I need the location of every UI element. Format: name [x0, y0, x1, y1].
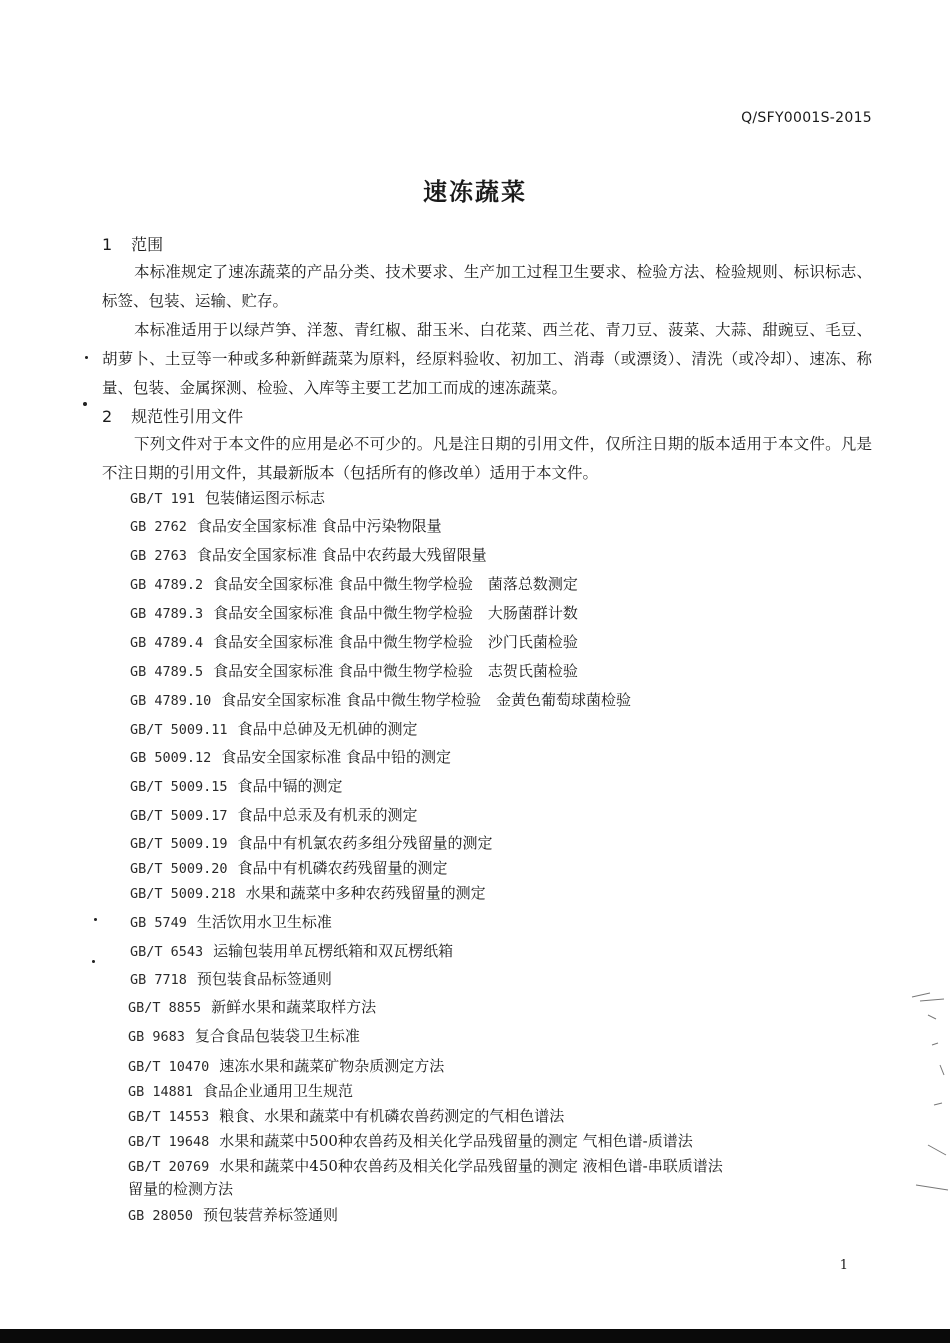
reference-title: 食品安全国家标准 食品中铅的测定 [221, 748, 452, 766]
reference-code: GB/T 5009.11 [130, 722, 228, 738]
reference-code: GB/T 5009.20 [130, 861, 228, 877]
reference-title: 包装储运图示标志 [205, 489, 326, 507]
reference-item [130, 515, 442, 538]
reference-item [130, 718, 418, 741]
reference-item [130, 746, 451, 769]
scan-speck [85, 356, 88, 359]
reference-title: 预包装营养标签通则 [203, 1206, 339, 1224]
reference-item [130, 968, 332, 991]
reference-title: 复合食品包装袋卫生标准 [194, 1027, 360, 1045]
reference-item [130, 544, 487, 567]
scan-noise-marks [910, 985, 950, 1205]
reference-code: GB/T 191 [130, 491, 196, 507]
page-title: 速冻蔬菜 [423, 178, 527, 206]
reference-code: GB 4789.4 [130, 635, 204, 651]
reference-title: 水果和蔬菜中多种农药残留量的测定 [245, 884, 486, 902]
reference-title: 生活饮用水卫生标准 [196, 913, 332, 931]
reference-title: 食品中镉的测定 [237, 777, 343, 795]
reference-code: GB/T 6543 [130, 944, 204, 960]
reference-title: 水果和蔬菜中500种农兽药及相关化学品残留量的测定 气相色谱-质谱法 [219, 1132, 693, 1150]
reference-title: 食品中有机氯农药多组分残留量的测定 [237, 834, 493, 852]
scan-speck [83, 402, 87, 406]
reference-item [130, 660, 578, 683]
reference-code: GB 28050 [128, 1208, 194, 1224]
reference-title: 食品安全国家标准 食品中微生物学检验 金黄色葡萄球菌检验 [221, 691, 632, 709]
reference-item [128, 1130, 693, 1153]
scope-paragraph-2: 本标准适用于以绿芦笋、洋葱、青红椒、甜玉米、白花菜、西兰花、青刀豆、菠菜、大蒜、甜豌豆、毛豆、胡萝卜、土豆等一种或多种新鲜蔬菜为原料，经原料验收、初加工、消毒（或漂烫）、清洗（或冷却）、速冻、称量、包装、金属探测、检验、入库等主要工艺加工而成的速冻蔬菜。 [102, 321, 872, 397]
section-number: 1 [102, 235, 113, 254]
reference-code: GB/T 5009.15 [130, 779, 228, 795]
reference-code: GB/T 5009.19 [130, 836, 228, 852]
reference-title: 食品安全国家标准 食品中微生物学检验 志贺氏菌检验 [213, 662, 578, 680]
reference-item [128, 1155, 723, 1178]
reference-code: GB 5749 [130, 915, 187, 931]
reference-item [128, 1025, 360, 1048]
reference-code: GB 14881 [128, 1084, 194, 1100]
reference-item [130, 882, 486, 905]
page-number: 1 [839, 1258, 848, 1273]
reference-code: GB 9683 [128, 1029, 185, 1045]
reference-item [128, 996, 376, 1019]
reference-item [128, 1204, 338, 1227]
reference-item [130, 689, 631, 712]
section-number: 2 [102, 407, 113, 426]
reference-item [130, 602, 578, 625]
reference-code: GB 2763 [130, 548, 187, 564]
reference-title: 食品安全国家标准 食品中微生物学检验 大肠菌群计数 [213, 604, 578, 622]
reference-item [130, 804, 418, 827]
reference-title: 水果和蔬菜中450种农兽药及相关化学品残留量的测定 液相色谱-串联质谱法 [219, 1157, 723, 1175]
reference-code: GB 7718 [130, 972, 187, 988]
reference-title: 食品中总汞及有机汞的测定 [237, 806, 418, 824]
reference-code: GB/T 20769 [128, 1159, 210, 1175]
reference-item [130, 487, 325, 510]
reference-code: GB 4789.2 [130, 577, 204, 593]
reference-title: 预包装食品标签通则 [196, 970, 332, 988]
scan-bottom-edge [0, 1329, 950, 1343]
reference-title: 食品安全国家标准 食品中农药最大残留限量 [196, 546, 487, 564]
reference-item [128, 1105, 564, 1128]
reference-code: GB/T 19648 [128, 1134, 210, 1150]
reference-item [130, 940, 453, 963]
scan-speck [92, 960, 95, 963]
scope-paragraph-1: 本标准规定了速冻蔬菜的产品分类、技术要求、生产加工过程卫生要求、检验方法、检验规则、标识标志、标签、包装、运输、贮存。 [102, 263, 872, 310]
reference-title: 运输包装用单瓦楞纸箱和双瓦楞纸箱 [213, 942, 454, 960]
reference-title: 食品安全国家标准 食品中微生物学检验 菌落总数测定 [213, 575, 578, 593]
reference-item [130, 573, 578, 596]
reference-continuation: 留量的检测方法 [128, 1180, 234, 1198]
reference-code: GB 4789.10 [130, 693, 212, 709]
reference-title: 食品中总砷及无机砷的测定 [237, 720, 418, 738]
section-heading-text: 范围 [131, 235, 164, 254]
document-code: Q/SFY0001S-2015 [741, 110, 872, 126]
reference-code: GB 4789.3 [130, 606, 204, 622]
reference-title: 食品安全国家标准 食品中微生物学检验 沙门氏菌检验 [213, 633, 578, 651]
reference-title: 粮食、水果和蔬菜中有机磷农兽药测定的气相色谱法 [219, 1107, 565, 1125]
reference-item [130, 857, 448, 880]
reference-title: 新鲜水果和蔬菜取样方法 [211, 998, 377, 1016]
reference-item [128, 1080, 353, 1103]
normative-references-intro: 下列文件对于本文件的应用是必不可少的。凡是注日期的引用文件，仅所注日期的版本适用于本文件。凡是不注日期的引用文件，其最新版本（包括所有的修改单）适用于本文件。 [102, 435, 872, 482]
reference-code: GB/T 8855 [128, 1000, 202, 1016]
section-2-heading [102, 404, 243, 427]
reference-code: GB/T 5009.17 [130, 808, 228, 824]
reference-item [130, 775, 343, 798]
reference-code: GB/T 5009.218 [130, 886, 236, 902]
reference-code: GB/T 14553 [128, 1109, 210, 1125]
reference-title: 食品企业通用卫生规范 [203, 1082, 354, 1100]
section-heading-text: 规范性引用文件 [131, 407, 244, 426]
reference-item [130, 631, 578, 654]
reference-code: GB 4789.5 [130, 664, 204, 680]
reference-code: GB 2762 [130, 519, 187, 535]
reference-code: GB/T 10470 [128, 1059, 210, 1075]
scan-speck [94, 918, 97, 921]
reference-title: 食品中有机磷农药残留量的测定 [237, 859, 448, 877]
reference-code: GB 5009.12 [130, 750, 212, 766]
reference-item [128, 1055, 444, 1078]
reference-item [130, 832, 493, 855]
reference-title: 速冻水果和蔬菜矿物杂质测定方法 [219, 1057, 445, 1075]
section-1-heading [102, 232, 163, 255]
reference-title: 食品安全国家标准 食品中污染物限量 [196, 517, 442, 535]
reference-item [130, 911, 332, 934]
